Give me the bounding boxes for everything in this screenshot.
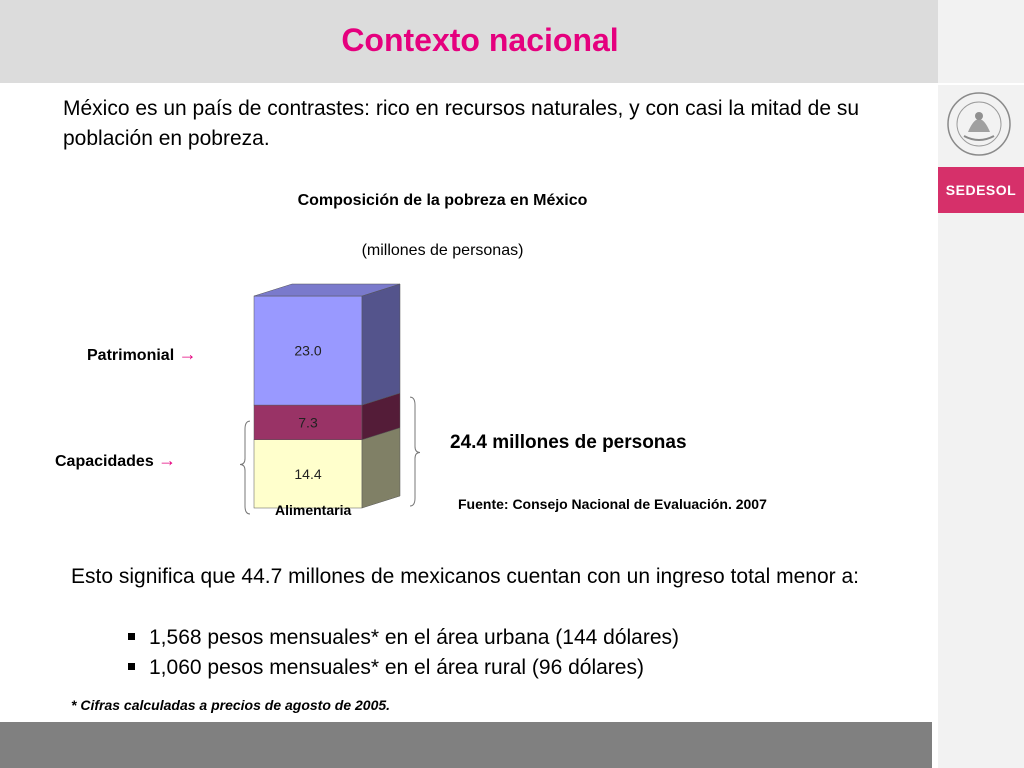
arrow-icon: → bbox=[178, 344, 197, 364]
label-patrimonial: Patrimonial → bbox=[87, 344, 197, 364]
label-capacidades: Capacidades → bbox=[55, 450, 177, 470]
bar-side-patrimonial bbox=[362, 284, 400, 405]
list-item: 1,568 pesos mensuales* en el área urbana (144 dólares) bbox=[128, 623, 679, 653]
bullet-icon bbox=[128, 633, 135, 640]
bar-side-alimentaria bbox=[362, 428, 400, 508]
footer-band bbox=[0, 722, 932, 768]
chart-source: Fuente: Consejo Nacional de Evaluación. 2007 bbox=[458, 496, 767, 512]
data-label-capacidades: 7.3 bbox=[298, 414, 318, 431]
chart-subtitle: (millones de personas) bbox=[361, 242, 524, 259]
left-brace bbox=[240, 421, 250, 514]
data-label-patrimonial: 23.0 bbox=[294, 342, 322, 359]
data-label-alimentaria: 14.4 bbox=[294, 465, 322, 482]
bullet-list bbox=[128, 623, 679, 683]
label-alimentaria: Alimentaria bbox=[275, 502, 352, 518]
body-paragraph: Esto significa que 44.7 millones de mexicanos cuentan con un ingreso total menor a: bbox=[71, 565, 859, 588]
intro-text: México es un país de contrastes: rico en recursos naturales, y con casi la mitad de su población en pobreza. bbox=[63, 97, 860, 150]
chart-title: Composición de la pobreza en México bbox=[297, 192, 588, 209]
footnote: * Cifras calculadas a precios de agosto de 2005. bbox=[71, 697, 391, 713]
bullet-icon bbox=[128, 663, 135, 670]
bracket-total-label: 24.4 millones de personas bbox=[450, 432, 687, 453]
list-item: 1,060 pesos mensuales* en el área rural (96 dólares) bbox=[128, 653, 679, 683]
brand-logo: SEDESOL bbox=[938, 167, 1024, 213]
right-brace bbox=[410, 397, 420, 506]
arrow-icon: → bbox=[158, 450, 177, 470]
page-title: Contexto nacional bbox=[341, 22, 619, 58]
